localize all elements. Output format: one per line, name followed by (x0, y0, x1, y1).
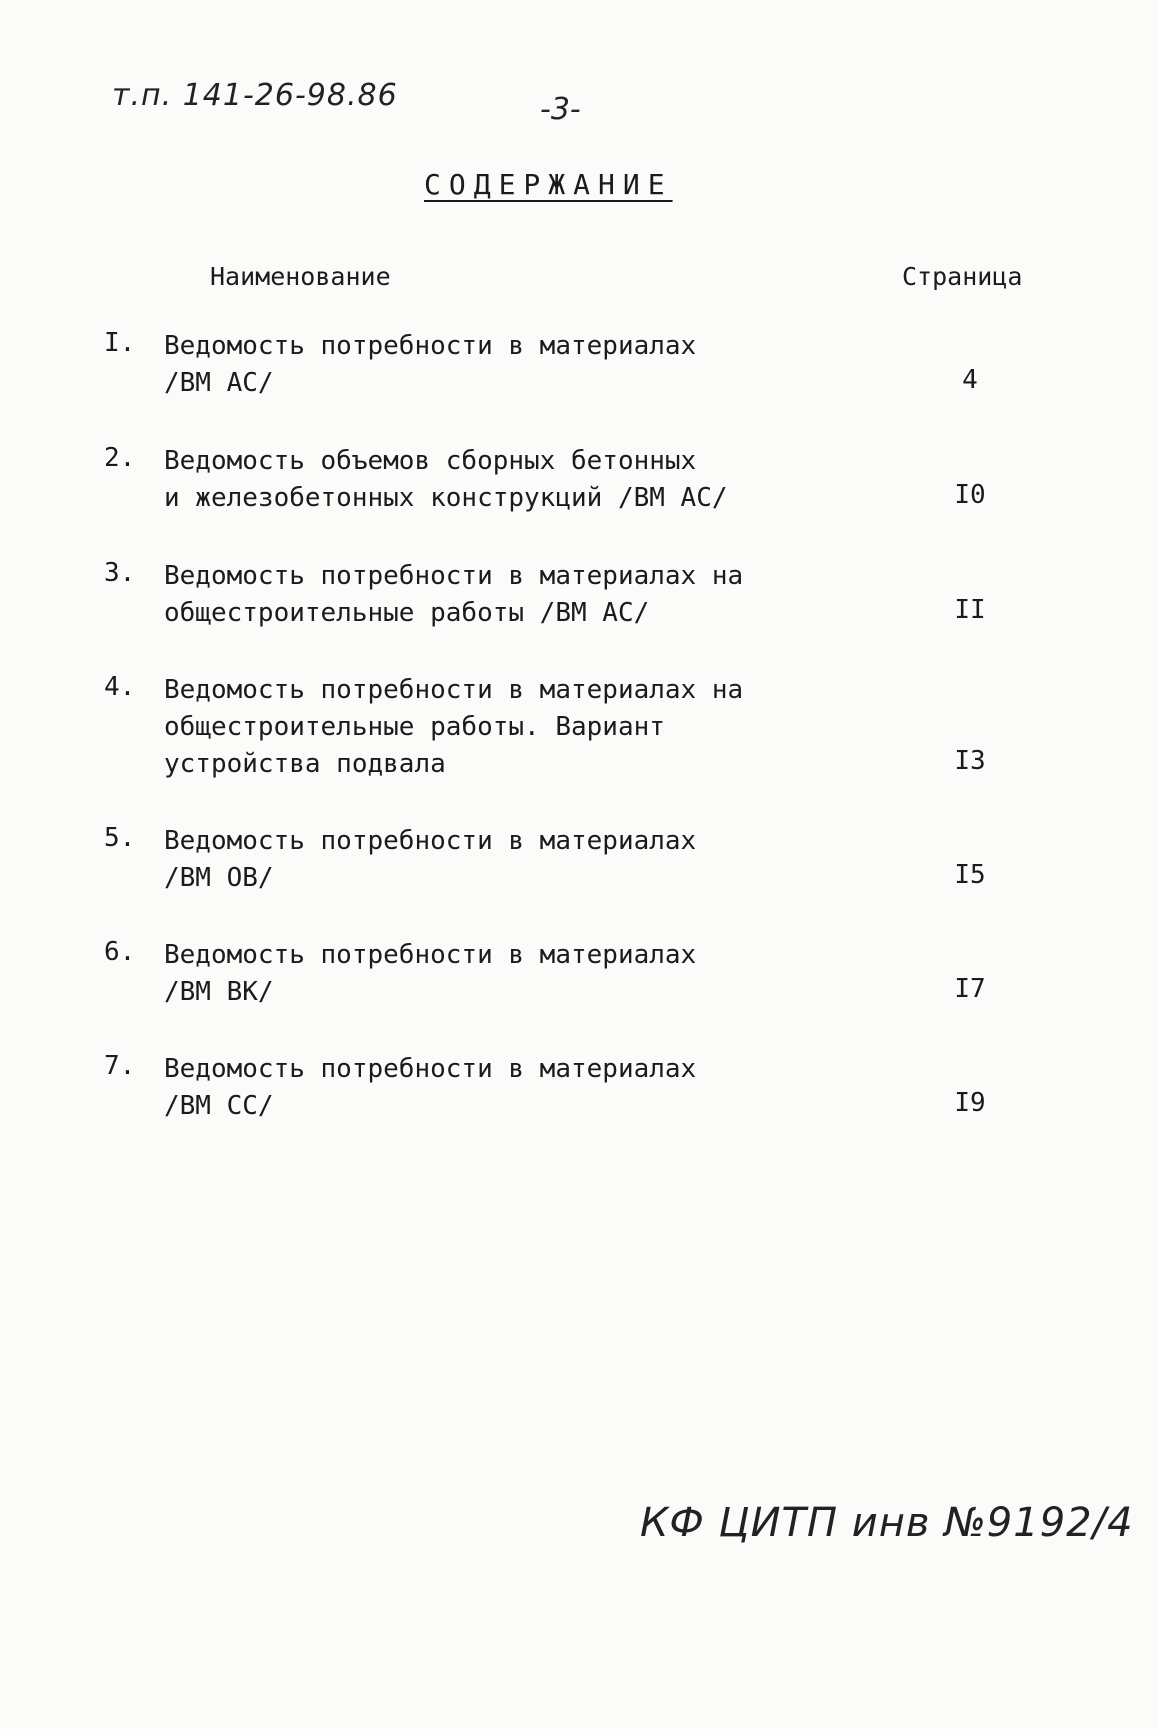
toc-item-title-line: /ВМ СС/ (164, 1091, 274, 1121)
toc-item-page: I7 (954, 974, 986, 1004)
toc-item-title-line: /ВМ АС/ (164, 368, 274, 398)
toc-item-title-line: Ведомость потребности в материалах (164, 940, 697, 970)
column-header-page: Страница (902, 262, 1023, 291)
toc-item-title (164, 823, 764, 897)
toc-item-title (164, 328, 764, 402)
toc-item-title-line: /ВМ ОВ/ (164, 863, 274, 893)
toc-item-number: I. (104, 328, 136, 358)
toc-item-page: I9 (954, 1088, 986, 1118)
document-code: т.п. 141-26-98.86 (112, 78, 398, 113)
toc-item-number: 5. (104, 823, 136, 853)
toc-item-title-line: Ведомость потребности в материалах (164, 1054, 697, 1084)
toc-item-title-line: /ВМ ВК/ (164, 977, 274, 1007)
toc-item-number: 6. (104, 937, 136, 967)
page-title: СОДЕРЖАНИЕ (424, 168, 673, 201)
archive-stamp: КФ ЦИТП инв №9192/4 (640, 1500, 1134, 1546)
toc-item-title (164, 672, 764, 783)
page-number: -3- (540, 92, 581, 127)
toc-item-number: 2. (104, 443, 136, 473)
toc-item-page: I5 (954, 860, 986, 890)
toc-item-title-line: Ведомость потребности в материалах на (164, 561, 744, 591)
toc-item-number: 7. (104, 1051, 136, 1081)
toc-item-title-line: общестроительные работы /ВМ АС/ (164, 598, 650, 628)
toc-item-title (164, 443, 764, 517)
toc-item-title (164, 1051, 764, 1125)
toc-item-title-line: Ведомость объемов сборных бетонных (164, 446, 697, 476)
toc-item-title (164, 558, 764, 632)
toc-item-title-line: и железобетонных конструкций /ВМ АС/ (164, 483, 728, 513)
toc-item-page: I3 (954, 746, 986, 776)
toc-item-page: II (954, 595, 986, 625)
toc-item-page: I0 (954, 480, 986, 510)
column-header-name: Наименование (210, 262, 391, 291)
toc-item-page: 4 (962, 365, 978, 395)
toc-item-title-line: Ведомость потребности в материалах на (164, 675, 744, 705)
toc-item-title-line: устройства подвала (164, 749, 446, 779)
toc-item-title-line: Ведомость потребности в материалах (164, 331, 697, 361)
toc-item-number: 3. (104, 558, 136, 588)
toc-item-title-line: Ведомость потребности в материалах (164, 826, 697, 856)
toc-item-title (164, 937, 764, 1011)
toc-item-title-line: общестроительные работы. Вариант (164, 712, 665, 742)
toc-item-number: 4. (104, 672, 136, 702)
